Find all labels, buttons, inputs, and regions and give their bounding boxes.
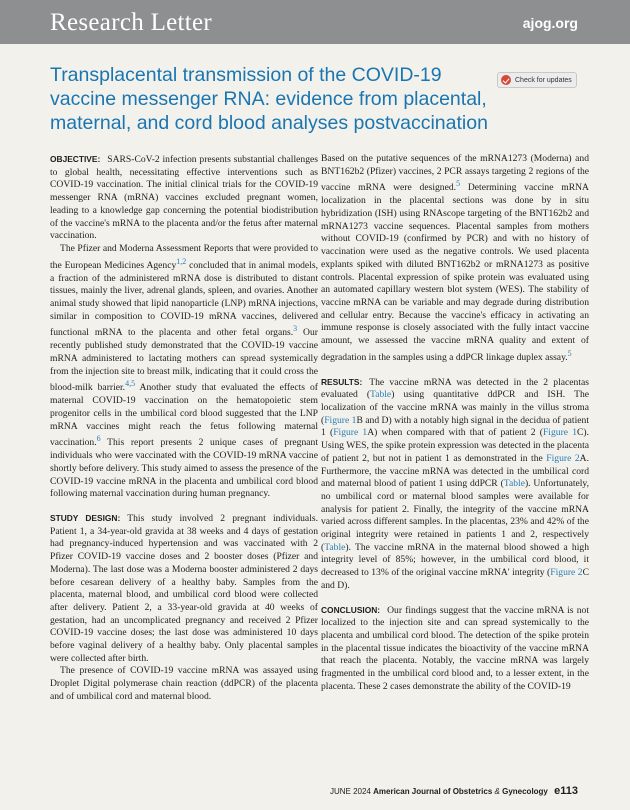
conclusion-paragraph: CONCLUSION: Our findings suggest that the vaccine mRNA is not localized to the injection site and can spread systemically to the placenta and umbilical cord blood. The detection of the spike protein in the placental tissue indicates the bioactivity of the vaccine mRNA that reach the placenta. Notably, the vaccine mRNA was largely fragmented in the umbilical cord blood and, to a lesser extent, in the placenta. These 2 cases demonstrate the ability of the COVID-19 [321, 604, 589, 692]
right-column [321, 153, 589, 694]
check-for-updates-button[interactable] [497, 72, 577, 88]
table-link[interactable]: Table [370, 389, 392, 401]
reference-link[interactable]: 5 [567, 348, 572, 358]
check-badge-icon [501, 75, 511, 85]
table-link[interactable]: Table [503, 478, 525, 490]
objective-paragraph: OBJECTIVE: SARS-CoV-2 infection presents substantial challenges to global health, necessitating effective interventions such as COVID-19 vaccination. The initial clinical trials for the COVID-19 messenger RNA (mRNA) vaccines excluded pregnant women, leading to a knowledge gap concerning the potential biodistribution of the vaccine's mRNA to the placenta and/or the fetus after maternal vaccination. [50, 154, 318, 242]
reference-link[interactable]: 5 [456, 179, 461, 189]
article-title: Transplacental transmission of the COVID-19 vaccine messenger RNA: evidence from placental, maternal, and cord blood analyses postvaccination [50, 64, 488, 134]
figure-1-link[interactable]: Figure 1 [333, 427, 368, 439]
section-banner [0, 0, 630, 44]
table-link[interactable]: Table [324, 541, 346, 553]
results-heading: RESULTS: [321, 376, 363, 387]
reference-link[interactable]: 3 [293, 324, 298, 334]
reference-link[interactable]: 6 [96, 434, 101, 444]
figure-2-link[interactable]: Figure 2 [550, 567, 583, 579]
reference-link[interactable]: 1,2 [176, 256, 187, 266]
journal-name: American Journal of Obstetrics [373, 787, 493, 796]
objective-heading: OBJECTIVE: [50, 154, 101, 164]
methods-paragraph: The presence of COVID-19 vaccine mRNA was assayed using Droplet Digital polymerase chain reaction (ddPCR) of the placenta and of umbilical cord and maternal blood. [50, 665, 318, 702]
results-paragraph: RESULTS: The vaccine mRNA was detected in the 2 placentas evaluated (Table) using quantitative ddPCR and ISH. The localization of the vaccine mRNA was mainly in the villus stroma (Figure 1B and D) with a notably high signal in the decidua of patient 1 (Figure 1A) when compared with that of patient 2 (Figure 1C). Using WES, the spike protein expression was detected in the placenta of patient 2, but not in patient 1 as demonstrated in the Figure 2A. Furthermore, the vaccine mRNA was detected in the umbilical cord and maternal blood of patient 1 using ddPCR (Table). Unfortunately, no umbilical cord or maternal blood samples were available for analysis for patient 2. Finally, the integrity of the vaccine mRNA varied across different samples. In the placentas, 23% and 42% of the original integrity were retained in patients 1 and 2, respectively (Table). The vaccine mRNA in the maternal blood showed a high integrity level of 85%; however, in the umbilical cord blood, it decreased to 13% of the original vaccine mRNA' integrity (Figure 2C and D). [321, 376, 590, 591]
figure-1-link[interactable]: Figure 1 [542, 427, 577, 439]
figure-1-link[interactable]: Figure 1 [324, 414, 357, 426]
site-link[interactable]: ajog.org [522, 15, 578, 31]
reference-link[interactable]: 4,5 [125, 379, 136, 389]
page-number: e113 [554, 785, 578, 797]
conclusion-heading: CONCLUSION: [321, 604, 381, 615]
study-design-heading: STUDY DESIGN: [50, 513, 121, 524]
methods-continued-paragraph: Based on the putative sequences of the mRNA1273 (Moderna) and BNT162b2 (Pfizer) vaccines, 2 PCR assays targeting 2 regions of the vaccine mRNA were designed.$^5$ Determining vaccine mRNA localization in the placental sections was done by in situ hybridization (ISH) using RNAscope targeting of the BNT162b2 and mRNA1273 vaccine sequences. Placental samples from mothers without COVID-19 (confirmed by PCR) and with no history of vaccination were used as the negative controls. We used placenta explants spiked with diluted BNT162b2 or mRNA1273 as positive controls. Placental expression of spike protein was evaluated using an automated capillary western blot system (WES). The stability of vaccine mRNA can be variable and may degrade during distribution and cellular entry. Because the vaccine's efficacy in activating an immune response is closely associated with the fully intact vaccine amount, we assessed the vaccine mRNA quality and extent of degradation in the samples using a ddPCR linkage duplex assay.$^5$ [321, 153, 589, 363]
section-label: Research Letter [50, 9, 213, 36]
left-column [50, 153, 318, 704]
figure-2-link[interactable]: Figure 2 [546, 452, 580, 464]
background-paragraph: The Pfizer and Moderna Assessment Reports that were provided to the European Medicines Agency$^{1,2}$ concluded that in animal models, a fraction of the administered mRNA dose is distributed to distant tissues, mainly the liver, adrenal glands, spleen, and ovaries. Another animal study showed that lipid nanoparticle (LNP) mRNA injections, similar in composition to COVID-19 mRNA vaccines, delivered functional mRNA to the placenta and other fetal organs.$^3$ Our recently published study demonstrated that the COVID-19 vaccine mRNA administered to lactating mothers can spread systemically from the injection site to breast milk, indicating that it could cross the blood-milk barrier.$^{4,5}$ Another study that evaluated the effects of maternal COVID-19 vaccination on the hematopoietic stem progenitor cells in the umbilical cord blood suggested that the LNP mRNA vaccines might reach the fetus following maternal vaccination.$^6$ This report presents 2 unique cases of pregnant individuals who were vaccinated with the COVID-19 mRNA vaccine shortly before delivery. This study aimed to assess the presence of the COVID-19 vaccine mRNA in the placenta and umbilical cord blood following maternal vaccination during human pregnancy. [50, 242, 319, 500]
page-footer [330, 785, 578, 797]
study-design-paragraph: STUDY DESIGN: This study involved 2 pregnant individuals. Patient 1, a 34-year-old gravida at 38 weeks and 4 days of gestation had pregnancy-induced hypertension and was vaccinated with 2 Pfizer COVID-19 vaccine doses and 2 booster doses (Pfizer and Moderna). The last dose was a Moderna booster administered 2 days before cesarean delivery of a healthy baby. Samples from the placenta, maternal blood, and umbilical cord blood were collected after delivery. Patient 2, a 33-year-old gravida at 40 weeks of gestation, had an uncomplicated pregnancy and received 2 Pfizer COVID-19 vaccine doses; the last dose was administered 10 days before vaginal delivery of a healthy baby. Only placental samples were collected after birth. [50, 513, 318, 664]
journal-ampersand: & [494, 787, 500, 796]
check-updates-label: Check for updates [515, 76, 572, 84]
journal-name-suffix: Gynecology [502, 787, 548, 796]
issue-date: JUNE 2024 [329, 787, 371, 796]
